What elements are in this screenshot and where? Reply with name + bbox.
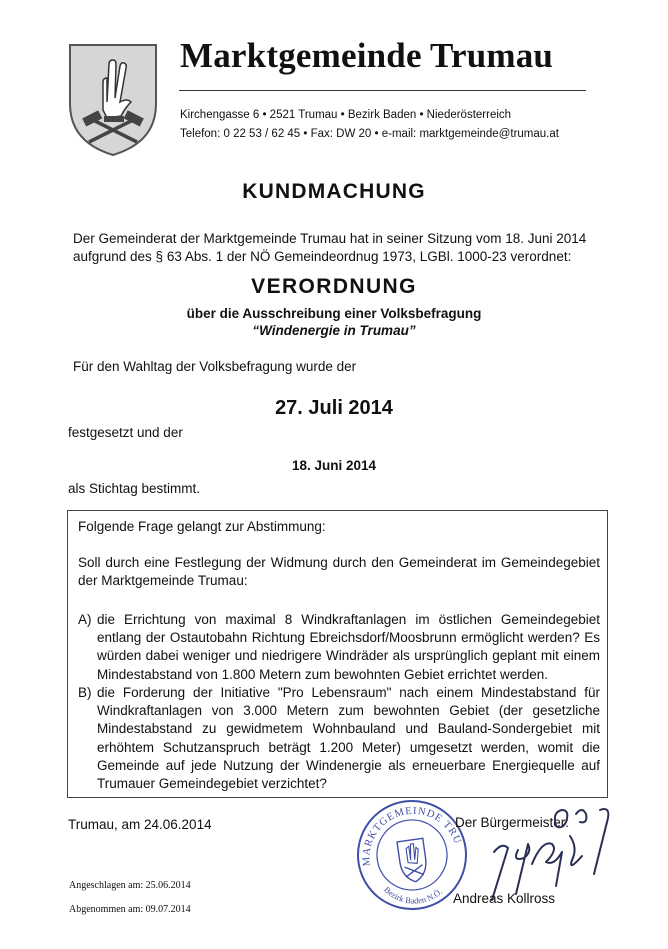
mayor-role-label: Der Bürgermeister:	[455, 815, 570, 830]
seal-district-text: Bezirk Baden N.Ö.	[382, 884, 444, 906]
notice-intro-line-1: Der Gemeinderat der Marktgemeinde Trumau hat in seiner Sitzung vom 18. Juni 2014	[73, 231, 587, 246]
removed-date: Abgenommen am: 09.07.2014	[69, 904, 191, 915]
cutoff-date: 18. Juni 2014	[291, 458, 377, 473]
ordinance-subtitle: über die Ausschreibung einer Volksbefragung	[186, 306, 482, 321]
place-and-date: Trumau, am 24.06.2014	[68, 817, 212, 832]
notice-intro-line-2: aufgrund des § 63 Abs. 1 der NÖ Gemeindeordnug 1973, LGBl. 1000-23 verordnet:	[73, 249, 572, 264]
question-heading: Folgende Frage gelangt zur Abstimmung:	[78, 519, 326, 534]
title-divider	[179, 90, 586, 91]
municipal-crest-icon	[67, 42, 159, 158]
option-b-text: die Forderung der Initiative "Pro Lebensraum" nach einem Mindestabstand für Windkraftanlagen von 3.000 Metern zum bewohnten Gebiet (der gesetzliche Mindestabstand zu gewidmetem Wohnbauland und Bauland-Sondergebiet mit erhöhtem Schutzanspruch beträgt 1.200 Meter) umgesetzt werden, womit die Gemeinde auf jede Nutzung der Windenergie als erneuerbare Energiequelle auf Trumauer Gemeindegebiet verzichtet?	[97, 685, 600, 792]
election-day-text: Für den Wahltag der Volksbefragung wurde der	[73, 359, 357, 374]
municipality-title: Marktgemeinde Trumau	[180, 36, 554, 75]
svg-text:MARKTGEMEINDE TRUMAU	[353, 796, 465, 869]
option-b-letter: B)	[78, 685, 92, 700]
ordinance-heading: VERORDNUNG	[251, 275, 417, 298]
election-date: 27. Juli 2014	[275, 397, 393, 419]
mayor-signature	[458, 800, 618, 905]
contact-line: Telefon: 0 22 53 / 62 45 • Fax: DW 20 • e-mail: marktgemeinde@trumau.at	[180, 128, 559, 140]
question-box	[67, 510, 608, 798]
set-text: festgesetzt und der	[68, 425, 183, 440]
mayor-name: Andreas Kollross	[453, 891, 556, 906]
notice-heading: KUNDMACHUNG	[242, 180, 426, 203]
question-intro: Soll durch eine Festlegung der Widmung durch den Gemeinderat im Gemeindegebiet der Marktgemeinde Trumau:	[78, 555, 600, 589]
address-line: Kirchengasse 6 • 2521 Trumau • Bezirk Baden • Niederösterreich	[180, 109, 512, 121]
posted-date: Angeschlagen am: 25.06.2014	[69, 880, 191, 891]
ordinance-topic: “Windenergie in Trumau”	[252, 323, 416, 338]
option-a-letter: A)	[78, 612, 92, 627]
cutoff-text: als Stichtag bestimmt.	[68, 481, 201, 496]
seal-text: MARKTGEMEINDE TRUMAU	[361, 805, 464, 867]
option-a-text: die Errichtung von maximal 8 Windkraftanlagen im östlichen Gemeindegebiet entlang der Ostautobahn Richtung Ebreichsdorf/Moosbrunn ermöglicht werden? Es würden dabei weniger und niedrigere Windräder als ursprünglich geplant mit einem Mindestabstand von 1.800 Metern zum bewohnten Gebiet errichtet werden.	[97, 612, 600, 682]
